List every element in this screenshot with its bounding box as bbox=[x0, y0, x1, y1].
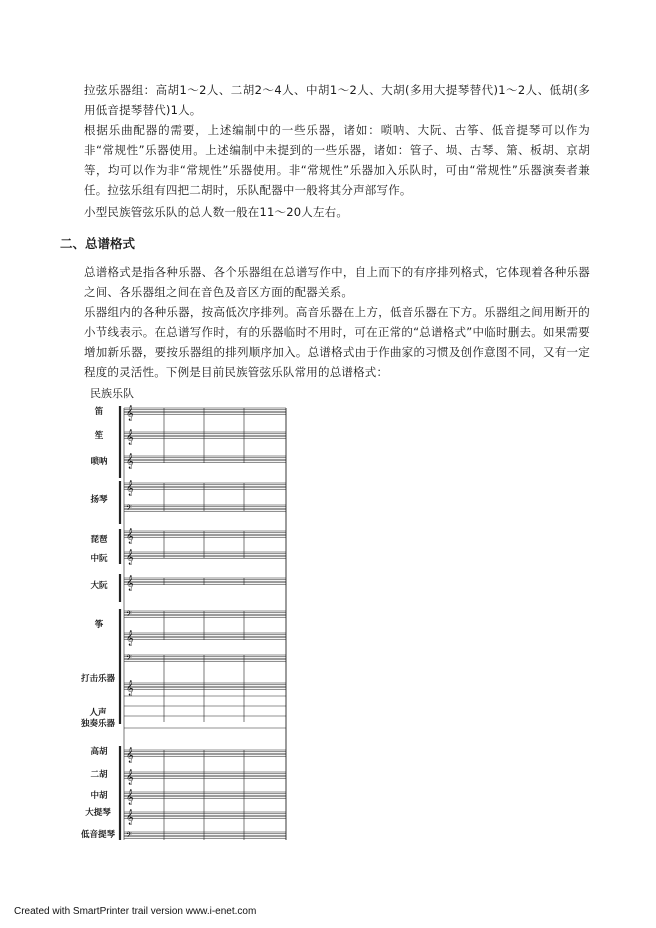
treble-clef-icon: 𝄞 bbox=[126, 406, 134, 421]
paragraph-score-format-rules: 乐器组内的各种乐器，按高低次序排列。高音乐器在上方，低音乐器在下方。乐器组之间用断开的小节线表示。在总谱写作时，有的乐器临时不用时，可在正常的“总谱格式”中临时删去。如果需要增加新乐器，要按乐器组的排列顺序加入。总谱格式由于作曲家的习惯及创作意图不同，又有一定程度的灵活性。下例是目前民族管弦乐队常用的总谱格式： bbox=[84, 305, 590, 379]
instrument-label-daruan: 大阮 bbox=[90, 581, 108, 591]
treble-clef-icon: 𝄞 bbox=[126, 576, 134, 591]
bass-clef-icon: 𝄢 bbox=[126, 831, 132, 842]
bass-clef-icon: 𝄢 bbox=[126, 654, 132, 665]
instrument-label-erhu: 二胡 bbox=[90, 770, 108, 780]
section-heading: 二、总谱格式 bbox=[60, 236, 136, 251]
treble-clef-icon: 𝄞 bbox=[126, 481, 134, 496]
treble-clef-icon: 𝄞 bbox=[126, 529, 134, 544]
paragraph-bowed-strings: 拉弦乐器组：高胡1～2人、二胡2～4人、中胡1～2人、大胡(多用大提琴替代)1～2人、低胡(多用低音提琴替代)1人。 bbox=[84, 83, 590, 117]
treble-clef-icon: 𝄞 bbox=[126, 550, 134, 565]
treble-clef-icon: 𝄞 bbox=[126, 790, 134, 805]
treble-clef-icon: 𝄞 bbox=[126, 748, 134, 763]
instrument-label-zhonghu: 中胡 bbox=[90, 791, 108, 801]
instrument-label-gaohu: 高胡 bbox=[90, 747, 108, 757]
score-example bbox=[60, 398, 300, 848]
instrument-label-zheng: 筝 bbox=[94, 620, 104, 630]
instrument-label-suona: 唢呐 bbox=[90, 457, 108, 467]
footer-watermark: Created with SmartPrinter trail version www.i-enet.com bbox=[14, 906, 257, 917]
instrument-label-zhongruan: 中阮 bbox=[90, 554, 108, 564]
treble-clef-icon: 𝄞 bbox=[126, 430, 134, 445]
instrument-label-percussion: 打击乐器 bbox=[80, 674, 115, 684]
instrument-label-sheng: 笙 bbox=[94, 431, 104, 441]
instrument-label-pipa: 琵琶 bbox=[90, 535, 108, 545]
treble-clef-icon: 𝄞 bbox=[126, 810, 134, 825]
bass-clef-icon: 𝄢 bbox=[126, 504, 132, 515]
treble-clef-icon: 𝄞 bbox=[126, 770, 134, 785]
treble-clef-icon: 𝄞 bbox=[126, 681, 134, 696]
instrument-label-yangqin: 扬琴 bbox=[90, 495, 108, 505]
instrument-label-double-bass: 低音提琴 bbox=[80, 830, 115, 840]
paragraph-orchestra-size: 小型民族管弦乐队的总人数一般在11～20人左右。 bbox=[84, 205, 349, 219]
bass-clef-icon: 𝄢 bbox=[126, 610, 132, 621]
paragraph-score-format-definition: 总谱格式是指各种乐器、各个乐器组在总谱写作中，自上而下的有序排列格式，它体现着各种乐器之间、各乐器组之间在音色及音区方面的配器关系。 bbox=[84, 265, 590, 299]
treble-clef-icon: 𝄞 bbox=[126, 454, 134, 469]
instrument-label-di: 笛 bbox=[94, 407, 104, 417]
score-title: 民族乐队 bbox=[90, 387, 134, 400]
instrument-label-voice-solo: 人声 独奏乐器 bbox=[80, 708, 115, 729]
instrument-label-cello: 大提琴 bbox=[85, 808, 111, 818]
paragraph-nonregular-instruments: 根据乐曲配器的需要，上述编制中的一些乐器，诸如：唢呐、大阮、古筝、低音提琴可以作为非“常规性”乐器使用。上述编制中未提到的一些乐器，诸如：管子、埙、古琴、箫、板胡、京胡等，均可以作为非“常规性”乐器使用。非“常规性”乐器加入乐队时，可由“常规性”乐器演奏者兼任。拉弦乐组有四把二胡时，乐队配器中一般将其分声部写作。 bbox=[84, 123, 590, 197]
treble-clef-icon: 𝄞 bbox=[126, 631, 134, 646]
